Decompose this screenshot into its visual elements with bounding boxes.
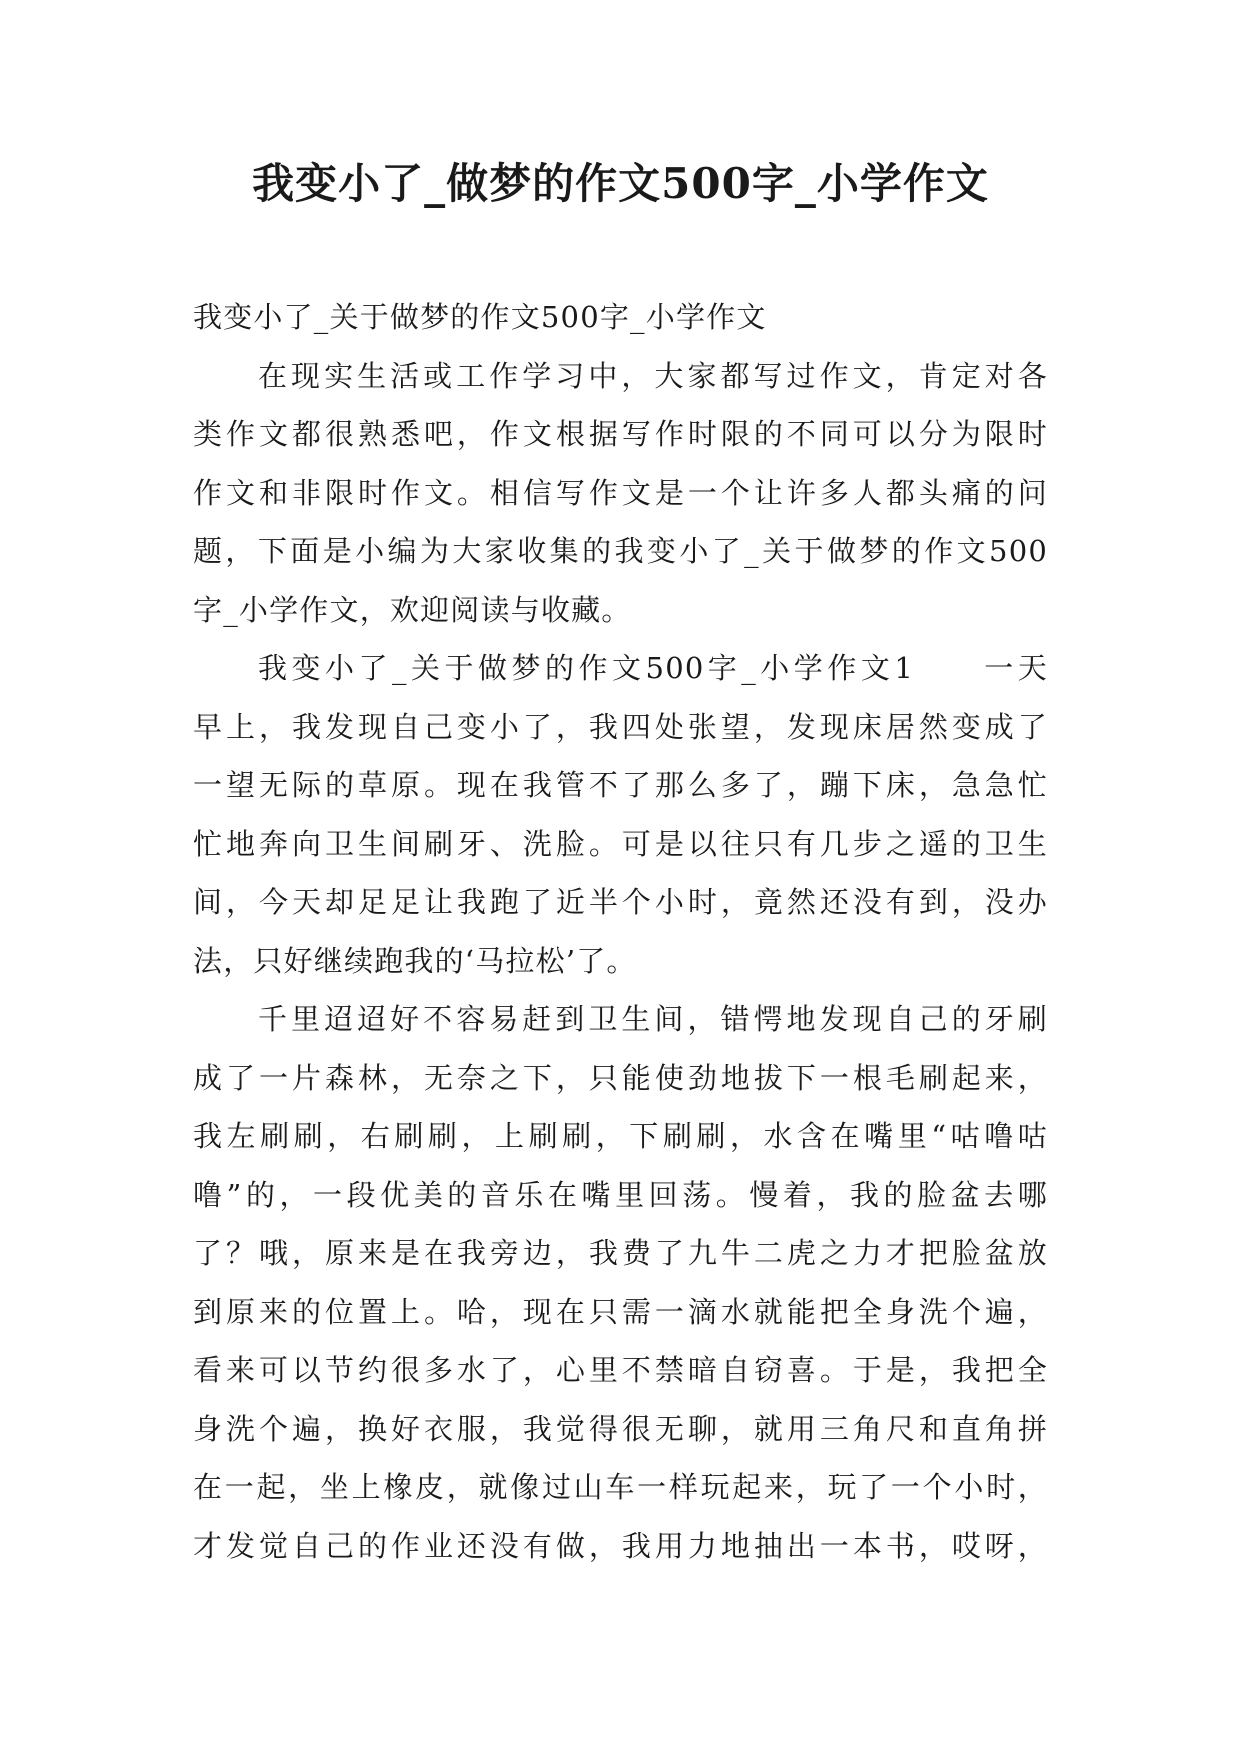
paragraph-line: 类作文都很熟悉吧，作文根据写作时限的不同可以分为限时: [193, 417, 1048, 451]
paragraph-line: 千里迢迢好不容易赶到卫生间，错愕地发现自己的牙刷: [258, 1002, 1048, 1036]
paragraph-line: 了？哦，原来是在我旁边，我费了九牛二虎之力才把脸盆放: [193, 1236, 1048, 1270]
paragraph-line: 间，今天却足足让我跑了近半个小时，竟然还没有到，没办: [193, 885, 1048, 919]
paragraph-line: 作文和非限时作文。相信写作文是一个让许多人都头痛的问: [193, 475, 1048, 510]
paragraph-line: 我左刷刷，右刷刷，上刷刷，下刷刷，水含在嘴里“咕噜咕: [193, 1119, 1048, 1153]
paragraph-line: 一望无际的草原。现在我管不了那么多了，蹦下床，急急忙: [193, 768, 1048, 802]
paragraph-line: 成了一片森林，无奈之下，只能使劲地拔下一根毛刷起来，: [193, 1060, 1048, 1095]
paragraph-line: 到原来的位置上。哈，现在只需一滴水就能把全身洗个遍，: [193, 1294, 1048, 1329]
paragraph-line: 法，只好继续跑我的‘马拉松’了。: [193, 943, 637, 978]
paragraph-line: 看来可以节约很多水了，心里不禁暗自窃喜。于是，我把全: [193, 1353, 1048, 1387]
paragraph-line: 我变小了_关于做梦的作文500字_小学作文1 一天: [258, 651, 1048, 685]
paragraph-line: 题，下面是小编为大家收集的我变小了_关于做梦的作文500: [193, 534, 1048, 568]
paragraph-line: 在一起，坐上橡皮，就像过山车一样玩起来，玩了一个小时，: [193, 1470, 1048, 1504]
paragraph-line: 忙地奔向卫生间刷牙、洗脸。可是以往只有几步之遥的卫生: [193, 826, 1048, 861]
paragraph-line: 早上，我发现自己变小了，我四处张望，发现床居然变成了: [193, 709, 1048, 744]
paragraph-line: 身洗个遍，换好衣服，我觉得很无聊，就用三角尺和直角拼: [193, 1411, 1048, 1446]
paragraph-line: 在现实生活或工作学习中，大家都写过作文，肯定对各: [258, 358, 1048, 393]
document-title: 我变小了_做梦的作文500字_小学作文: [252, 159, 989, 208]
paragraph-line: 噜”的，一段优美的音乐在嘴里回荡。慢着，我的脸盆去哪: [193, 1177, 1048, 1212]
paragraph-line: 才发觉自己的作业还没有做，我用力地抽出一本书，哎呀，: [193, 1528, 1048, 1563]
paragraph-line: 字_小学作文，欢迎阅读与收藏。: [193, 592, 632, 627]
document-body: [193, 288, 1048, 1575]
subtitle-line: 我变小了_关于做梦的作文500字_小学作文: [193, 300, 767, 334]
